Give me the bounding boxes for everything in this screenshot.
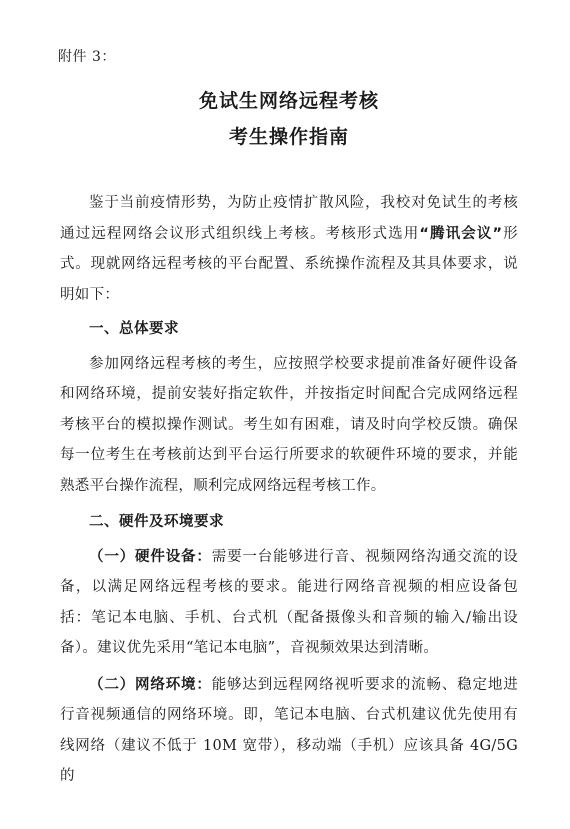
network-paragraph (60, 670, 518, 792)
section2-heading: 二、硬件及环境要求 (89, 514, 224, 530)
document-subtitle: 考生操作指南 (228, 126, 349, 148)
section1-heading: 一、总体要求 (89, 321, 179, 337)
intro-text-after: 形式。现就网络远程考核的平台配置、系统操作流程及其具体要求，说明如下： (60, 225, 518, 303)
intro-emphasis: “腾讯会议” (419, 225, 503, 242)
section1-paragraph: 参加网络远程考核的考生，应按照学校要求提前准备好硬件设备和网络环境，提前安装好指定软件，并按指定时间配合完成网络远程考核平台的模拟操作测试。考生如有困难，请及时向学校反馈。确保每一位考生在考核前达到平台运行所要求的软硬件环境的要求，并能熟悉平台操作流程，顺利完成网络远程考核工作。 (60, 355, 518, 494)
hardware-text: 需要一台能够进行音、视频网络沟通交流的设备，以满足网络远程考核的要求。能进行网络音视频的相应设备包括：笔记本电脑、手机、台式机（配备摄像头和音频的输入/输出设备）。建议优先采用“笔记本电脑”，音视频效果达到清晰。 (60, 548, 519, 656)
document-title: 免试生网络远程考核 (198, 90, 379, 112)
intro-text-before: 鉴于当前疫情形势，为防止疫情扩散风险，我校对免试生的考核通过远程网络会议形式组织线上考核。考核形式选用 (60, 195, 518, 242)
attachment-label: 附件 3： (58, 49, 116, 65)
network-text: 能够达到远程网络视听要求的流畅、稳定地进行音视频通信的网络环境。即，笔记本电脑、台式机建议优先使用有线网络（建议不低于 10M 宽带），移动端（手机）应该具备 4G/5G 的 (60, 676, 519, 784)
intro-paragraph (60, 188, 518, 310)
hardware-label: （一）硬件设备： (89, 548, 212, 565)
hardware-paragraph (60, 542, 518, 664)
network-label: （二）网络环境： (89, 676, 212, 693)
